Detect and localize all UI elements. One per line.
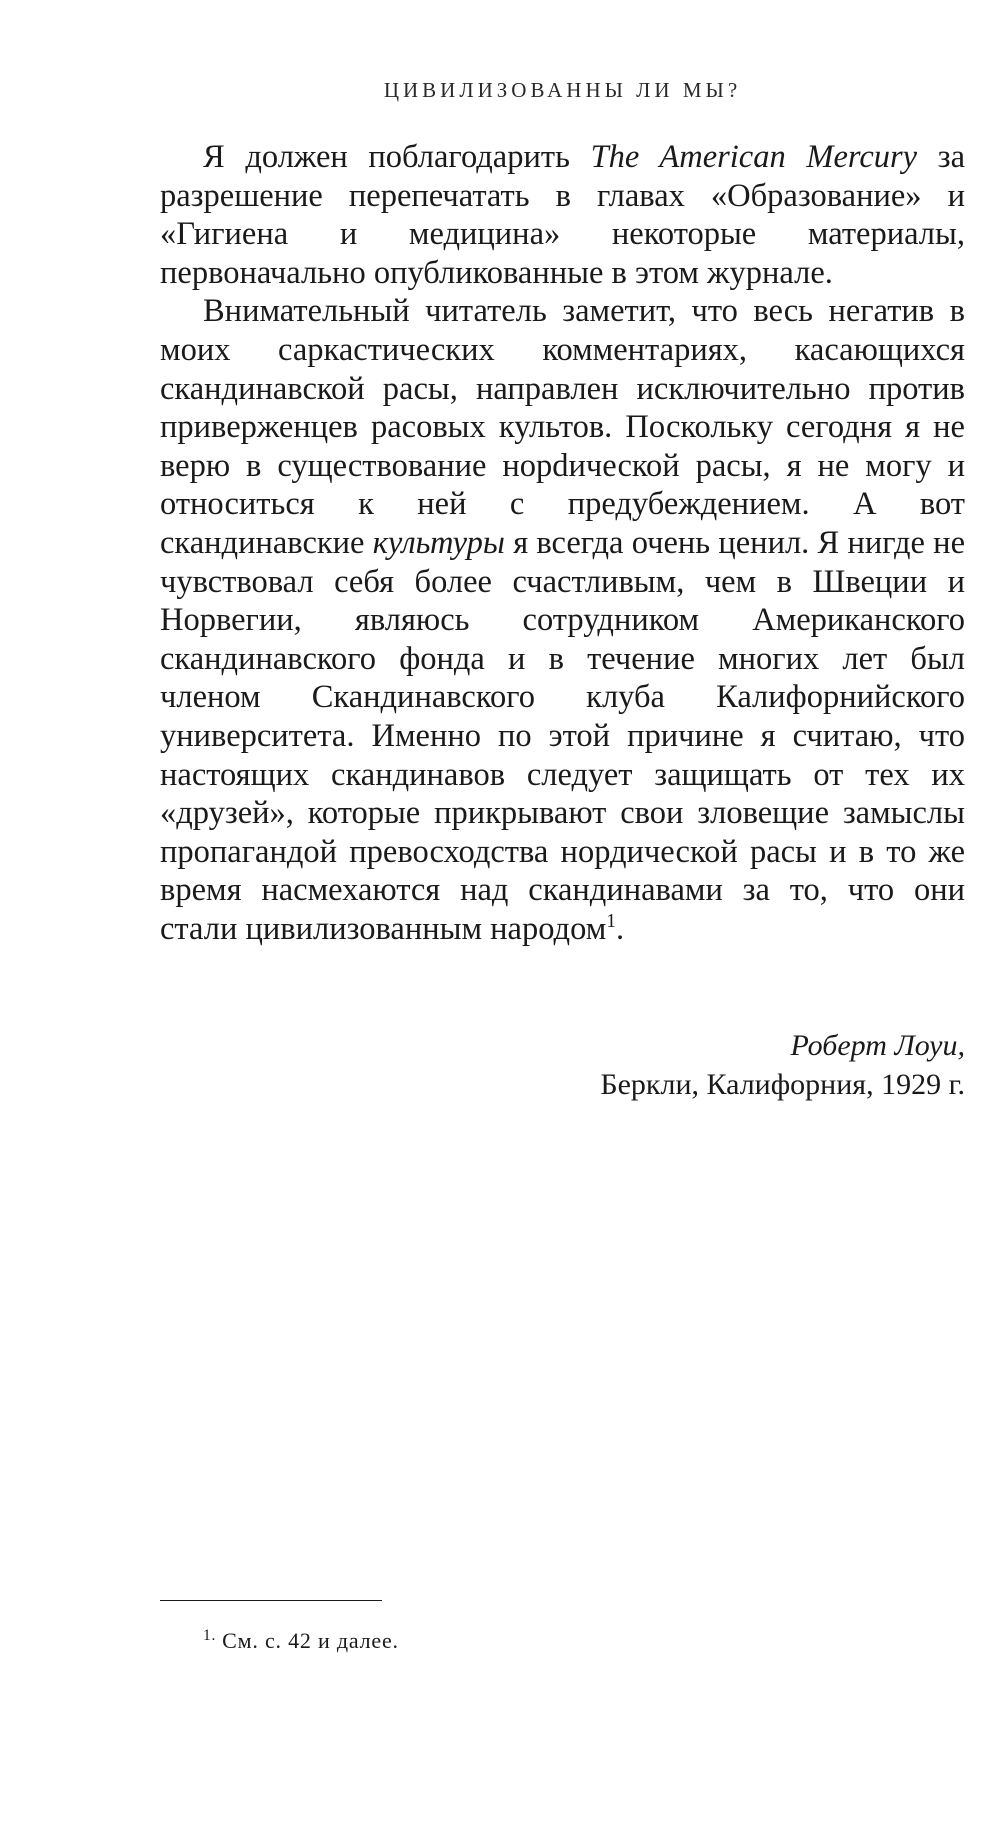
footnote [203,1628,399,1654]
acknowledgement-text-end: за разрешение перепечатать в главах «Образование» и «Гигиена и медицина» некоторые материалы, первоначально опубликованные в этом журнале. [160,139,966,291]
scandinavian-paragraph [160,292,965,948]
main-text [160,138,965,948]
author-name: Роберт Лоуи, [790,1029,965,1062]
running-header: ЦИВИЛИЗОВАННЫ ЛИ МЫ? [383,78,742,102]
acknowledgement-text-start: Я должен поблагодарить [203,139,591,175]
place-and-date: Беркли, Калифорния, 1929 г. [600,1068,965,1101]
scandinavian-text-start: Внимательный читатель заметит, что весь негатив в моих саркастических комментариях, касающихся скандинавской расы, направлен исключительно против приверженцев расовых культов. Поскольку сегодня я не верю в существование норdической расы, я не могу и относиться к ней с предубеждением. А вот скандинавские [160,293,965,561]
scandinavian-text-end: я всегда очень ценил. Я нигде не чувствовал себя более счастливым, чем в Швеции и Норвегии, являюсь сотрудником Американского скандинавского фонда и в течение многих лет был членом Скандинавского клуба Калифорнийского университета. Именно по этой причине я считаю, что настоящих скандинавов следует защищать от тех их «друзей», которые прикрывают свои зловещие замыслы пропагандой превосходства нордической расы и в то же время насмехаются над скандинавами за то, что они стали цивилизованным народом [160,524,965,947]
acknowledgement-paragraph [160,138,965,292]
journal-title: The American Mercury [590,139,918,175]
signature-block [160,1026,965,1104]
footnote-text: См. с. 42 и далее. [222,1628,399,1653]
footnote-reference[interactable]: 1 [606,911,617,933]
paragraph-final-period: . [616,910,625,947]
footnote-separator [160,1600,382,1601]
cultures-emphasis: культуры [372,524,505,561]
footnote-number: 1. [203,1626,217,1644]
